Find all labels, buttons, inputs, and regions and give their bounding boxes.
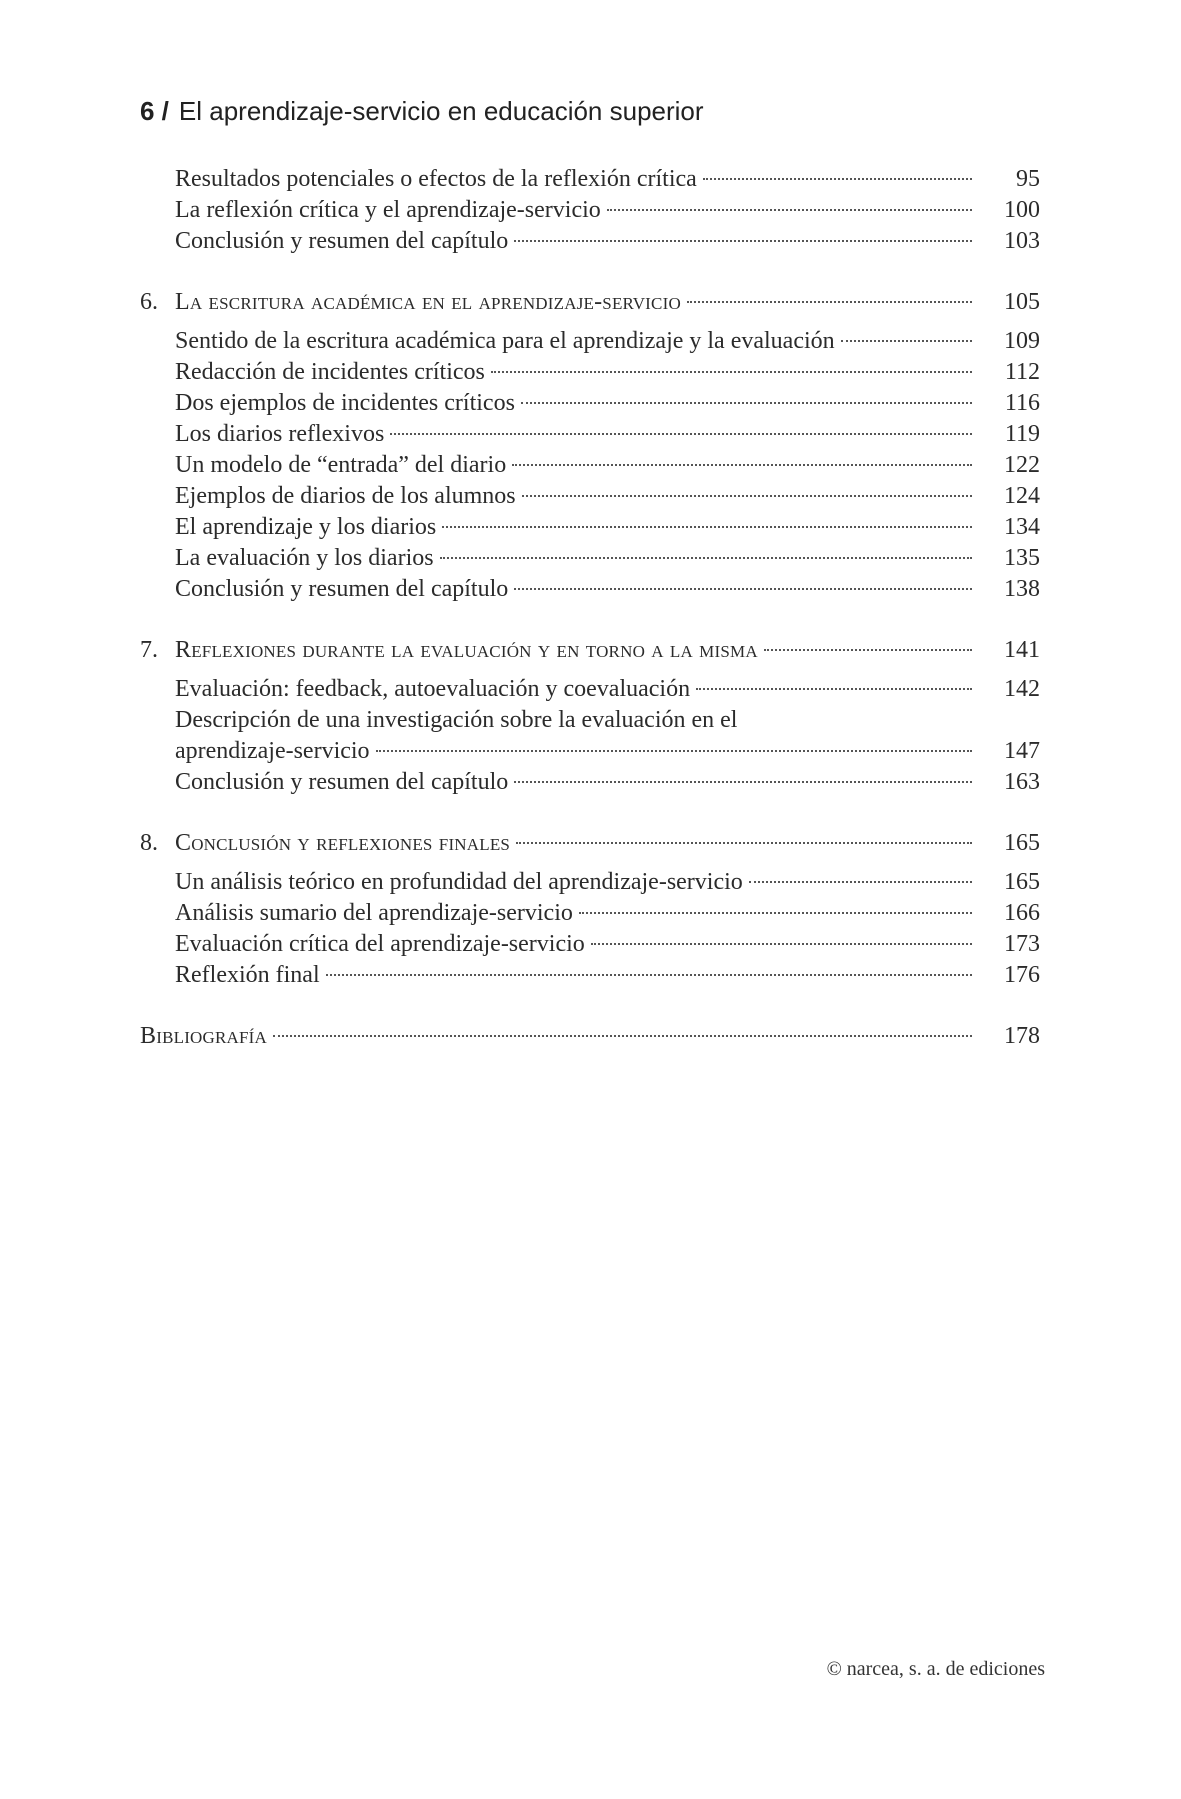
toc-chapter-6[interactable] — [140, 287, 1040, 318]
toc-entry-title: Ejemplos de diarios de los alumnos — [175, 483, 516, 509]
dot-leader — [522, 495, 972, 497]
toc-entry-page: 100 — [1004, 197, 1040, 223]
chapter-number: 6. — [140, 289, 158, 315]
toc-entry-page: 166 — [1004, 900, 1040, 926]
toc-entry-title: Los diarios reflexivos — [175, 421, 385, 447]
chapter-number: 8. — [140, 830, 158, 856]
toc-entry-page: 165 — [1004, 869, 1040, 895]
toc-entry[interactable] — [140, 960, 1040, 991]
dot-leader — [579, 912, 972, 914]
toc-entry[interactable] — [140, 326, 1040, 357]
toc-entry[interactable] — [140, 226, 1040, 257]
toc-entry-page: 116 — [1004, 390, 1040, 416]
chapter-title: La escritura académica en el aprendizaje-servicio — [175, 289, 681, 315]
toc-entry[interactable] — [140, 481, 1040, 512]
chapter-number: 7. — [140, 637, 158, 663]
toc-bibliography[interactable] — [140, 1021, 1040, 1052]
toc-entry-title: Un análisis teórico en profundidad del aprendizaje-servicio — [175, 869, 743, 895]
toc-entry[interactable] — [140, 574, 1040, 605]
dot-leader — [376, 750, 972, 752]
toc-entry-page: 138 — [1004, 576, 1040, 602]
toc-entry-title: Descripción de una investigación sobre la evaluación en el — [175, 707, 738, 733]
toc-entry-title: Análisis sumario del aprendizaje-servicio — [175, 900, 573, 926]
toc-entry[interactable] — [140, 388, 1040, 419]
dot-leader — [703, 178, 972, 180]
toc-entry-title: Un modelo de “entrada” del diario — [175, 452, 507, 478]
toc-entry-page: 112 — [1004, 359, 1040, 385]
dot-leader — [749, 881, 972, 883]
dot-leader — [591, 943, 972, 945]
toc-entry[interactable] — [140, 450, 1040, 481]
toc-entry-page: 173 — [1004, 931, 1040, 957]
toc-entry[interactable] — [140, 357, 1040, 388]
running-title: El aprendizaje-servicio en educación superior — [178, 96, 704, 126]
chapter-page: 105 — [1004, 289, 1040, 315]
toc-entry-title: Conclusión y resumen del capítulo — [175, 769, 509, 795]
toc-entry[interactable] — [140, 867, 1040, 898]
toc-entry[interactable] — [140, 512, 1040, 543]
toc-entry-page: 124 — [1004, 483, 1040, 509]
toc-entry[interactable] — [140, 419, 1040, 450]
toc-entry[interactable] — [140, 929, 1040, 960]
toc-entry-title: Sentido de la escritura académica para el aprendizaje y la evaluación — [175, 328, 835, 354]
dot-leader — [514, 781, 972, 783]
toc-entry-title: Dos ejemplos de incidentes críticos — [175, 390, 515, 416]
running-head — [140, 96, 704, 127]
table-of-contents — [140, 164, 1040, 1052]
dot-leader — [764, 649, 972, 651]
dot-leader — [491, 371, 972, 373]
toc-entry[interactable] — [140, 767, 1040, 798]
toc-entry-title: La reflexión crítica y el aprendizaje-servicio — [175, 197, 601, 223]
page-number: 6 / — [140, 96, 169, 126]
chapter-page: 141 — [1004, 637, 1040, 663]
toc-entry-title: Reflexión final — [175, 962, 320, 988]
toc-entry-page: 176 — [1004, 962, 1040, 988]
dot-leader — [390, 433, 972, 435]
toc-entry-title: Conclusión y resumen del capítulo — [175, 228, 509, 254]
toc-entry-title: Resultados potenciales o efectos de la reflexión crítica — [175, 166, 697, 192]
toc-entry-line1[interactable] — [140, 705, 1040, 736]
toc-entry-title: La evaluación y los diarios — [175, 545, 434, 571]
bibliography-title: Bibliografía — [140, 1023, 268, 1049]
toc-entry-page: 95 — [1016, 166, 1040, 192]
toc-entry-page: 147 — [1004, 738, 1040, 764]
toc-entry-page: 119 — [1004, 421, 1040, 447]
toc-entry-title: Conclusión y resumen del capítulo — [175, 576, 509, 602]
dot-leader — [326, 974, 972, 976]
toc-entry[interactable] — [140, 674, 1040, 705]
dot-leader — [696, 688, 972, 690]
dot-leader — [442, 526, 972, 528]
chapter-title: Reflexiones durante la evaluación y en torno a la misma — [175, 637, 758, 663]
toc-chapter-7[interactable] — [140, 635, 1040, 666]
dot-leader — [514, 588, 972, 590]
toc-entry-page: 134 — [1004, 514, 1040, 540]
toc-entry-title: Evaluación: feedback, autoevaluación y coevaluación — [175, 676, 691, 702]
toc-entry-page: 122 — [1004, 452, 1040, 478]
dot-leader — [841, 340, 972, 342]
toc-entry-title: aprendizaje-servicio — [175, 738, 370, 764]
dot-leader — [516, 842, 972, 844]
toc-entry[interactable] — [140, 898, 1040, 929]
chapter-title: Conclusión y reflexiones finales — [175, 830, 511, 856]
toc-entry[interactable] — [140, 543, 1040, 574]
toc-entry-page: 109 — [1004, 328, 1040, 354]
dot-leader — [440, 557, 972, 559]
toc-entry-line2[interactable] — [140, 736, 1040, 767]
dot-leader — [521, 402, 972, 404]
toc-entry-page: 135 — [1004, 545, 1040, 571]
copyright-footer: © narcea, s. a. de ediciones — [826, 1658, 1045, 1680]
toc-chapter-8[interactable] — [140, 828, 1040, 859]
toc-entry-title: El aprendizaje y los diarios — [175, 514, 437, 540]
chapter-page: 165 — [1004, 830, 1040, 856]
dot-leader — [512, 464, 972, 466]
toc-entry-page: 142 — [1004, 676, 1040, 702]
dot-leader — [514, 240, 972, 242]
dot-leader — [273, 1035, 972, 1037]
bibliography-page: 178 — [1004, 1023, 1040, 1049]
toc-entry-page: 163 — [1004, 769, 1040, 795]
toc-entry-title: Evaluación crítica del aprendizaje-servicio — [175, 931, 585, 957]
toc-entry[interactable] — [140, 164, 1040, 195]
toc-entry-title: Redacción de incidentes críticos — [175, 359, 485, 385]
dot-leader — [687, 301, 972, 303]
toc-entry[interactable] — [140, 195, 1040, 226]
dot-leader — [607, 209, 972, 211]
toc-entry-page: 103 — [1004, 228, 1040, 254]
